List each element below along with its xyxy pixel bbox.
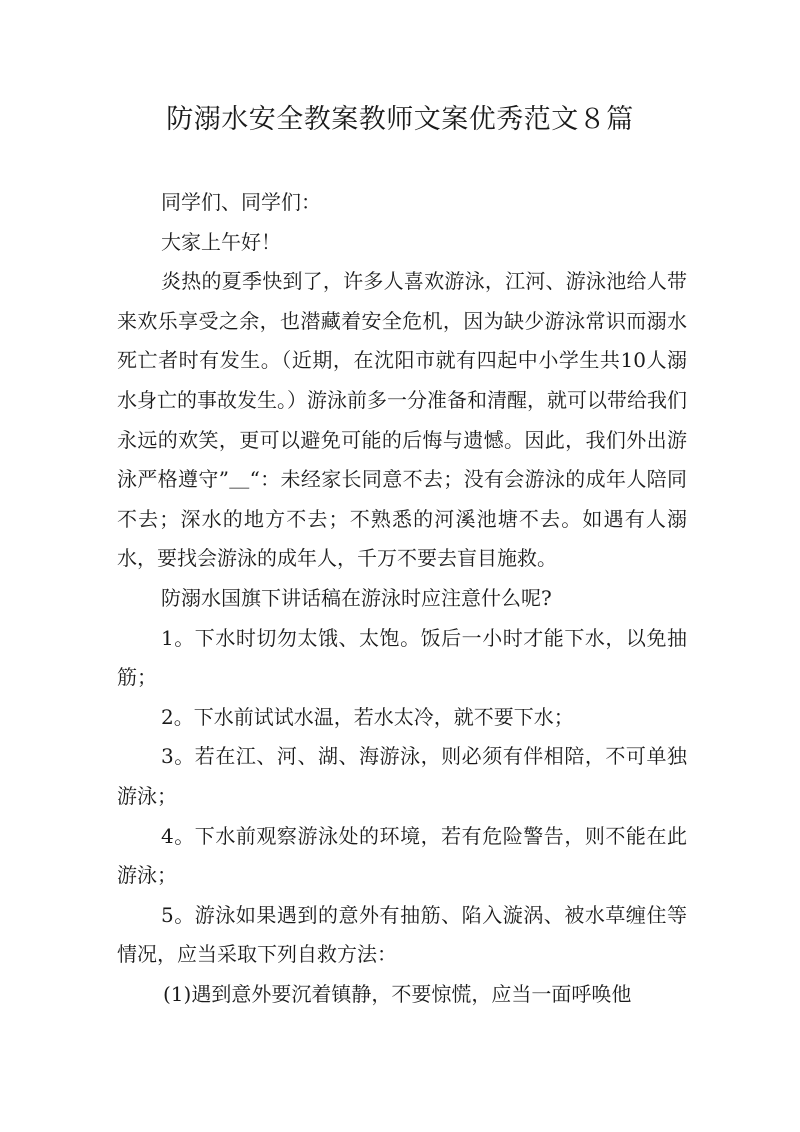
- greeting-paragraph: 大家上午好！: [161, 229, 281, 254]
- sub-list-item: (1)遇到意外要沉着镇静，不要惊慌，应当一面呼唤他: [163, 981, 632, 1006]
- body-paragraph: 防溺水国旗下讲话稿在游泳时应注意什么呢?: [161, 585, 552, 610]
- list-item: 2。下水前试试水温，若水太冷，就不要下水；: [161, 704, 574, 729]
- document-title: 防溺水安全教案教师文案优秀范文８篇: [166, 104, 634, 135]
- list-item: 1。下水时切勿太饿、太饱。饭后一小时才能下水，以免抽筋；: [117, 625, 687, 690]
- list-item: 5。游泳如果遇到的意外有抽筋、陷入漩涡、被水草缠住等情况，应当采取下列自救方法：: [117, 902, 687, 967]
- list-item: 4。下水前观察游泳处的环境，若有危险警告，则不能在此游泳；: [117, 823, 687, 888]
- list-item: 3。若在江、河、湖、海游泳，则必须有伴相陪，不可单独游泳；: [117, 744, 687, 808]
- document-body: [117, 183, 687, 1014]
- greeting-paragraph: 同学们、同学们：: [161, 190, 321, 214]
- body-paragraph: 炎热的夏季快到了，许多人喜欢游泳，江河、游泳池给人带来欢乐享受之余，也潜藏着安全危机，因为缺少游泳常识而溺水死亡者时有发生。（近期，在沈阳市就有四起中小学生共10人溺水身亡的事故发生。）游泳前多一分准备和清醒，就可以带给我们永远的欢笑，更可以避免可能的后悔与遗憾。因此，我们外出游泳严格遵守”＿“：未经家长同意不去；没有会游泳的成年人陪同不去；深水的地方不去；不熟悉的河溪池塘不去。如遇有人溺水，要找会游泳的成年人，千万不要去盲目施救。: [117, 269, 687, 571]
